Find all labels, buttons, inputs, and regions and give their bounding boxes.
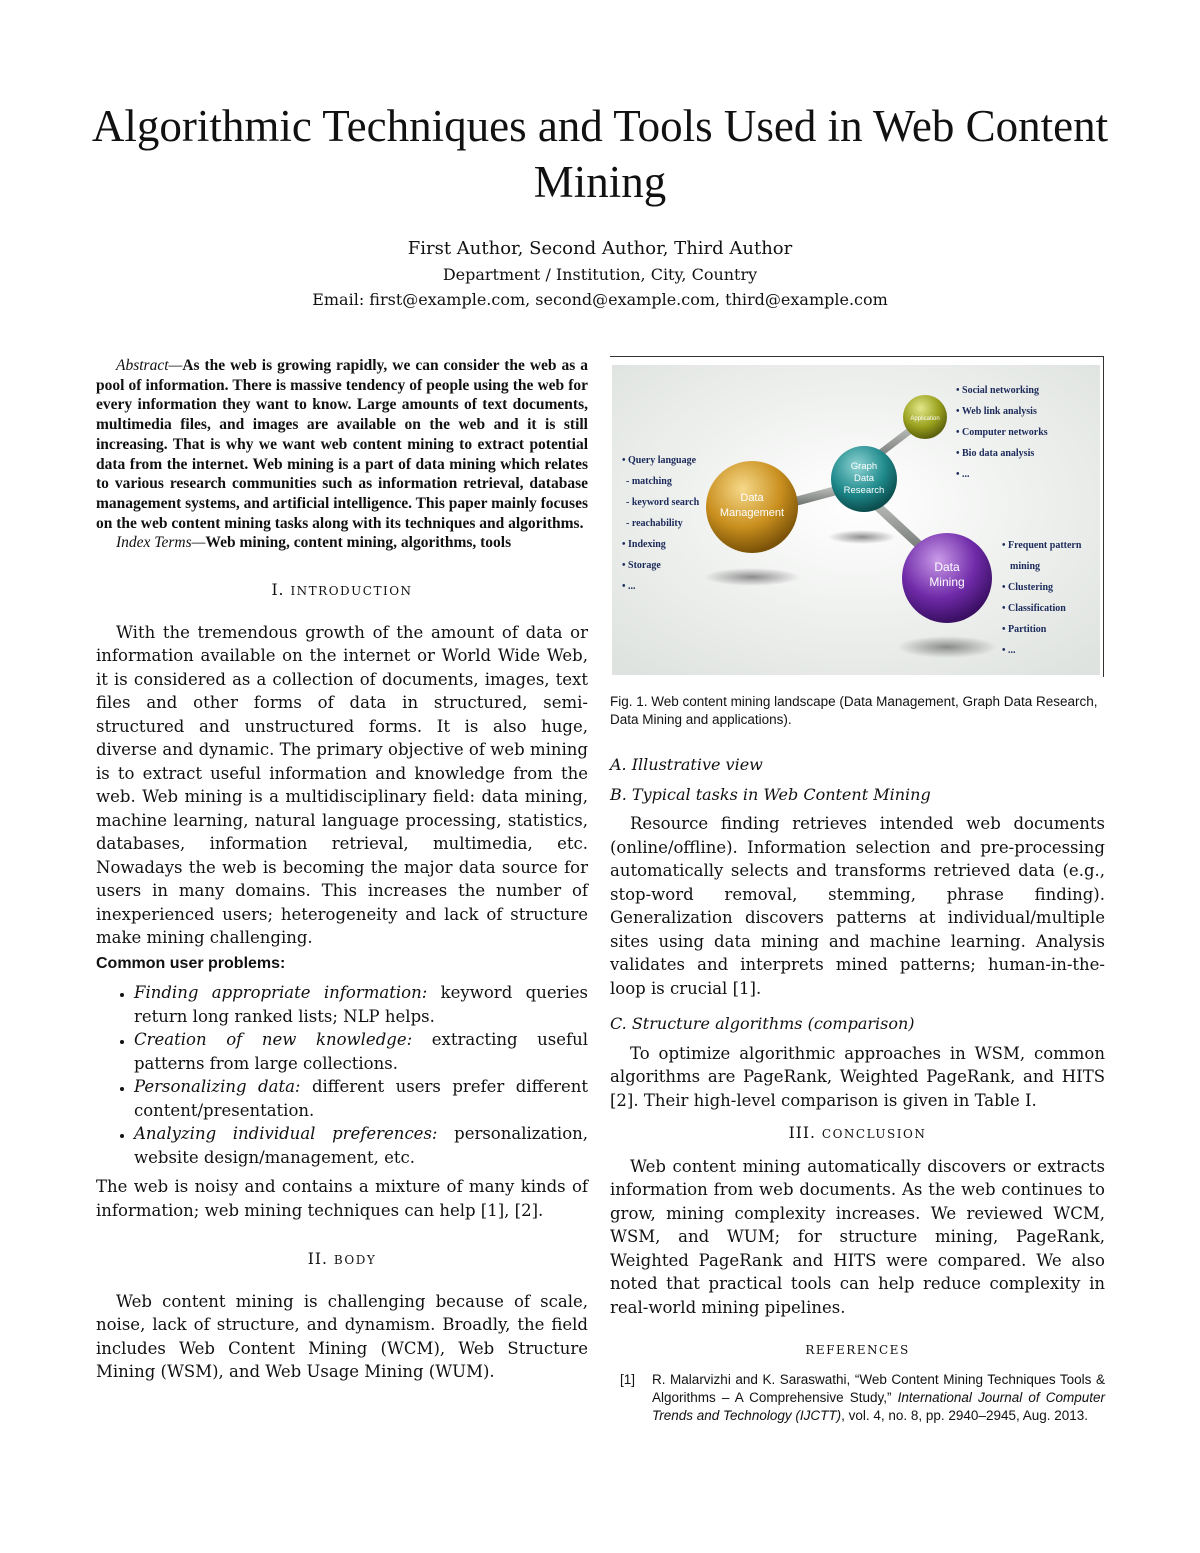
abstract: [96, 356, 588, 533]
shadow-shape: [704, 568, 800, 586]
reference-number: [1]: [620, 1371, 636, 1387]
list-item: • Finding appropriate information: keyword queries return long ranked lists; NLP helps.: [134, 981, 588, 1028]
web-mining-diagram: [612, 365, 1100, 675]
shadow-shape: [828, 530, 896, 544]
top-list-line: • ...: [956, 469, 970, 480]
body-paragraph: Web content mining is challenging because of scale, noise, lack of structure, and dynamism. Broadly, the field includes Web Content Mining (WCM), Web Structure Mining (WSM), and Web Usage Mining (WUM).: [96, 1291, 588, 1382]
paper-title: Algorithmic Techniques and Tools Used in Web Content Mining: [91, 101, 1109, 207]
shadow-shape: [897, 636, 997, 658]
gd-label-3: Research: [843, 485, 885, 496]
mining-label-2: Mining: [929, 575, 965, 589]
application-label: Application: [910, 416, 940, 422]
right-list-line: • Partition: [1002, 624, 1047, 635]
email: Email: first@example.com, second@example.com, third@example.com: [312, 290, 888, 309]
intro-paragraph: With the tremendous growth of the amount of data or information available on the internet or World Wide Web, it is considered as a collection of documents, images, text files and other forms of data in structured, semi-structured and unstructured forms. It is also huge, diverse and dynamic. The primary objective of web mining is to extract useful information and knowledge from the web. Web mining is a multidisciplinary field: data mining, machine learning, natural language processing, statistics, databases, information retrieval, multimedia, etc. Nowadays the web is becoming the major data source for users in many domains. This increases the number of inexperienced users; heterogeneity and lack of structure make mining challenging.: [96, 622, 588, 948]
section-heading-body: II. BODY: [307, 1250, 377, 1269]
subsection-c-text: To optimize algorithmic approaches in WSM, common algorithms are PageRank, Weighted PageRank, and HITS [2]. Their high-level comparison is given in Table I.: [610, 1043, 1105, 1110]
right-list-line: • Frequent pattern: [1002, 540, 1082, 551]
index-terms-text: Web mining, content mining, algorithms, tools: [205, 534, 512, 552]
author-block: [0, 236, 1200, 312]
top-list-line: • Bio data analysis: [956, 448, 1035, 459]
section-heading-introduction: I. INTRODUCTION: [271, 581, 413, 600]
right-list-line: • ...: [1002, 645, 1016, 656]
references-heading: REFERENCES: [805, 1343, 910, 1357]
left-list-line: - keyword search: [626, 497, 700, 508]
list-item: • Personalizing data: different users prefer different content/presentation.: [134, 1075, 588, 1122]
right-list-line: • Clustering: [1002, 582, 1054, 593]
left-list-line: • Storage: [622, 560, 661, 571]
index-terms-label: Index Terms—: [116, 534, 206, 552]
reference-text: R. Malarvizhi and K. Saraswathi, “Web Content Mining Techniques Tools & Algorithms – A Comprehensive Study,” International Journal of Computer Trends and Technology (IJCTT), vol. 4, no. 8, pp. 2940–2945, Aug. 2013.: [652, 1371, 1105, 1423]
subsection-b-text: Resource finding retrieves intended web documents (online/offline). Information selection and pre-processing automatically selects and transforms retrieved data (e.g., stop-word removal, stemming, phrase finding). Generalization discovers patterns at individual/multiple sites using data mining and machine learning. Analysis validates and interprets mined patterns; human-in-the-loop is crucial [1].: [610, 814, 1105, 998]
list-item: • Analyzing individual preferences: personalization, website design/management, etc.: [134, 1122, 588, 1169]
top-list-line: • Social networking: [956, 385, 1039, 396]
gd-label-1: Graph: [850, 461, 878, 472]
right-column: [610, 356, 1105, 1425]
reference-item: [610, 1371, 1105, 1425]
mining-label-1: Data: [934, 560, 960, 574]
subsection-a-heading: A. Illustrative view: [610, 755, 763, 774]
abstract-label: Abstract—: [116, 357, 183, 374]
right-list-line: mining: [1010, 561, 1041, 572]
right-list-line: • Classification: [1002, 603, 1066, 614]
affiliation: Department / Institution, City, Country: [442, 265, 758, 284]
list-item: • Creation of new knowledge: extracting useful patterns from large collections.: [134, 1028, 588, 1075]
problems-heading: Common user problems:: [96, 954, 286, 972]
conclusion-text: Web content mining automatically discovers or extracts information from web documents. As the web continues to grow, mining complexity increases. We reviewed WCM, WSM, and WUM; for structure mining, PageRank, Weighted PageRank and HITS were compared. We also noted that practical tools can help reduce complexity in real-world mining pipelines.: [610, 1156, 1105, 1317]
subsection-c-heading: C. Structure algorithms (comparison): [610, 1014, 915, 1033]
left-list-line: - matching: [626, 476, 672, 487]
problems-list: [96, 981, 588, 1169]
section-heading-conclusion: III. CONCLUSION: [788, 1124, 927, 1142]
subsection-b-heading: B. Typical tasks in Web Content Mining: [610, 784, 931, 804]
abstract-text: As the web is growing rapidly, we can consider the web as a pool of information. There is massive tendency of people using the web for every information they want to know. Large amounts of text documents, multimedia files, and images are available on the web and it is still increasing. That is why we want web content mining to extract potential data from the internet. Web mining is a part of data mining which relates to various research communities such as information retrieval, database management systems, and artificial intelligence. This paper mainly focuses on the web content mining tasks along with its techniques and algorithms.: [96, 357, 588, 532]
index-terms: [96, 533, 588, 553]
authors: First Author, Second Author, Third Author: [407, 238, 793, 259]
left-list-line: • Query language: [622, 455, 697, 466]
dm-label-2: Management: [719, 507, 785, 519]
gd-label-2: Data: [853, 473, 875, 484]
left-list-line: • ...: [622, 581, 636, 592]
figure-1: [610, 356, 1104, 677]
intro-paragraph-2: The web is noisy and contains a mixture of many kinds of information; web mining techniques can help [1], [2].: [96, 1177, 588, 1220]
left-column: [96, 356, 588, 1384]
top-list-line: • Web link analysis: [956, 406, 1037, 417]
dm-label-1: Data: [740, 492, 764, 504]
top-list-line: • Computer networks: [956, 427, 1048, 438]
figure-caption: Fig. 1. Web content mining landscape (Data Management, Graph Data Research, Data Mining and applications).: [610, 694, 1098, 727]
left-list-line: • Indexing: [622, 539, 666, 550]
left-list-line: - reachability: [626, 518, 683, 529]
